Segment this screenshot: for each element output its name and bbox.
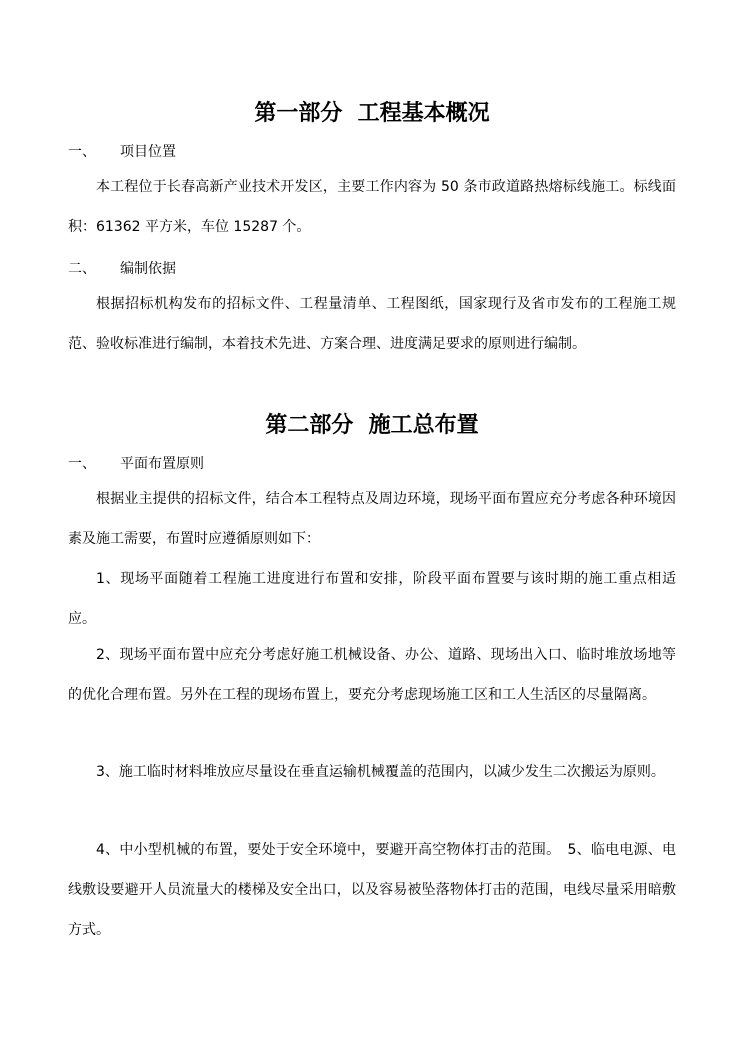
section-label: 项目位置 xyxy=(120,144,176,160)
paragraph-project-location: 本工程位于长春高新产业技术开发区，主要工作内容为 50 条市政道路热熔标线施工。标线面积：61362 平方米，车位 15287 个。 xyxy=(68,179,676,235)
paragraph-principle-1: 1、现场平面随着工程施工进度进行布置和安排，阶段平面布置要与该时期的施工重点相适应。 xyxy=(68,571,676,627)
section-label: 编制依据 xyxy=(120,261,176,277)
section-heading-basis xyxy=(68,258,176,278)
section-number: 一、 xyxy=(68,456,96,472)
paragraph-intro: 根据业主提供的招标文件，结合本工程特点及周边环境，现场平面布置应充分考虑各种环境因素及施工需要，布置时应遵循原则如下： xyxy=(68,491,676,547)
section-heading-layout-principles xyxy=(68,453,204,473)
part2-title: 第二部分 施工总布置 xyxy=(265,413,479,438)
section-label: 平面布置原则 xyxy=(120,456,204,472)
paragraph-principle-4-5: 4、中小型机械的布置，要处于安全环境中，要避开高空物体打击的范围。 5、临电电源、电线敷设要避开人员流量大的楼梯及安全出口，以及容易被坠落物体打击的范围，电线尽量采用暗敷方式。 xyxy=(68,842,676,938)
section-heading-project-location xyxy=(68,141,176,161)
paragraph-principle-2: 2、现场平面布置中应充分考虑好施工机械设备、办公、道路、现场出入口、临时堆放场地等的优化合理布置。另外在工程的现场布置上，要充分考虑现场施工区和工人生活区的尽量隔离。 xyxy=(68,647,676,703)
paragraph-principle-3: 3、施工临时材料堆放应尽量设在垂直运输机械覆盖的范围内，以减少发生二次搬运为原则。 xyxy=(96,764,665,780)
section-number: 一、 xyxy=(68,144,96,160)
section-number: 二、 xyxy=(68,261,96,277)
part1-title: 第一部分 工程基本概况 xyxy=(254,101,490,126)
paragraph-basis: 根据招标机构发布的招标文件、工程量清单、工程图纸，国家现行及省市发布的工程施工规范、验收标准进行编制，本着技术先进、方案合理、进度满足要求的原则进行编制。 xyxy=(68,296,676,352)
